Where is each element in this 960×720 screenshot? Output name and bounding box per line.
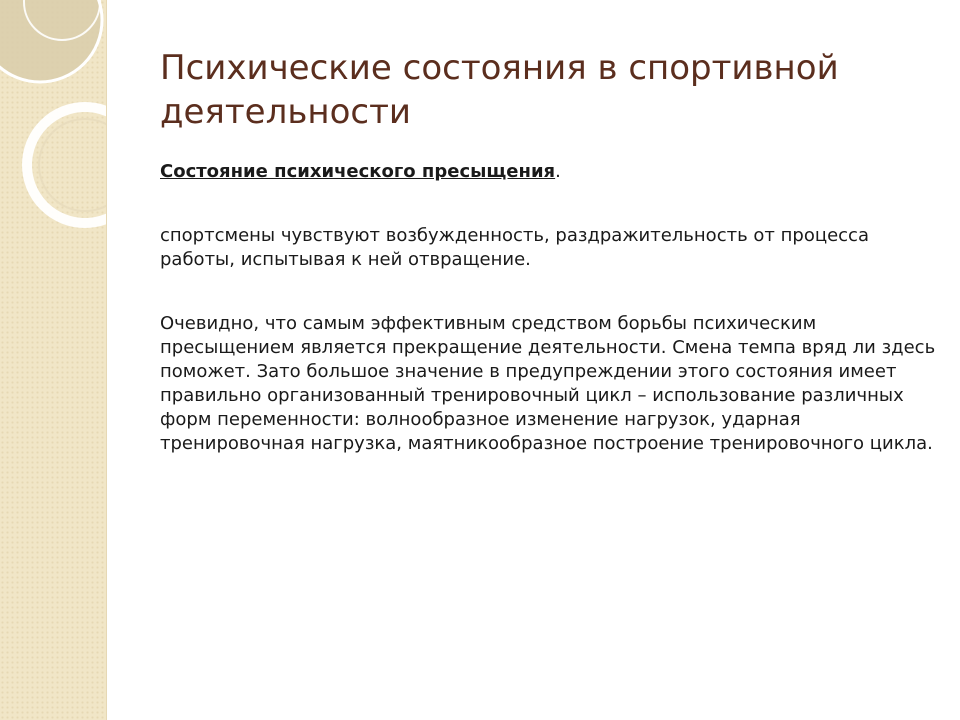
slide-content bbox=[160, 160, 940, 456]
paragraph-symptoms: спортсмены чувствуют возбужденность, раздражительность от процесса работы, испытывая к ней отвращение. bbox=[160, 225, 869, 270]
decorative-sidebar bbox=[0, 0, 107, 720]
decorative-ring-inner bbox=[39, 119, 106, 211]
subheading-text: Состояние психического пресыщения bbox=[160, 161, 556, 182]
subheading bbox=[160, 160, 940, 184]
slide-title: Психические состояния в спортивной деятельности bbox=[160, 48, 839, 132]
decorative-disc bbox=[0, 0, 102, 82]
decorative-rings bbox=[0, 0, 106, 720]
paragraph-remedy: Очевидно, что самым эффективным средством борьбы психическим пресыщением является прекращение деятельности. Смена темпа вряд ли здесь поможет. Зато большое значение в предупреждении этого состояния имеет правильно организованный тренировочный цикл – использование различных форм переменности: волнообразное изменение нагрузок, ударная тренировочная нагрузка, маятникообразное построение тренировочного цикла. bbox=[160, 313, 936, 454]
subheading-suffix: . bbox=[555, 161, 561, 182]
